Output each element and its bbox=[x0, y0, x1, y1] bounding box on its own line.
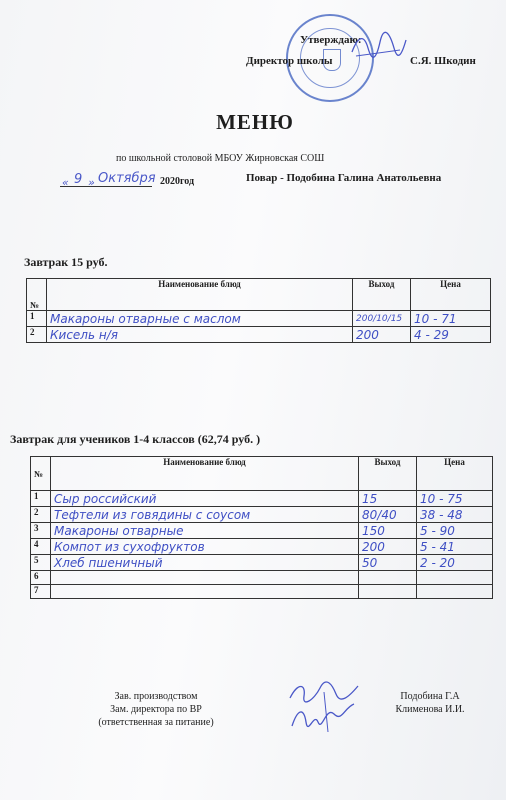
dish-output bbox=[359, 585, 417, 599]
approve-label: Утверждаю: bbox=[300, 34, 362, 46]
date-month: Октября bbox=[98, 171, 156, 186]
dish-price: 4 - 29 bbox=[411, 327, 491, 343]
footer-right-names bbox=[380, 690, 480, 716]
col-number: № bbox=[27, 279, 47, 311]
col-dish-name: Наименование блюд bbox=[51, 457, 359, 491]
table-row bbox=[31, 555, 493, 571]
table-header-row bbox=[31, 457, 493, 491]
dish-output: 50 bbox=[359, 555, 417, 571]
director-label: Директор школы bbox=[246, 55, 333, 67]
dish-output: 15 bbox=[359, 491, 417, 507]
row-number: 2 bbox=[27, 327, 47, 343]
footer-role-production: Зав. производством bbox=[114, 691, 198, 702]
table-row bbox=[31, 585, 493, 599]
dish-price bbox=[417, 571, 493, 585]
breakfast2-heading: Завтрак для учеников 1-4 классов (62,74 руб. ) bbox=[10, 432, 261, 446]
dish-price bbox=[417, 585, 493, 599]
dish-output: 200/10/15 bbox=[353, 311, 411, 327]
row-number: 3 bbox=[31, 523, 51, 539]
dish-price: 5 - 90 bbox=[417, 523, 493, 539]
row-number: 1 bbox=[27, 311, 47, 327]
date-quote-close: » bbox=[88, 176, 95, 189]
breakfast1-table bbox=[26, 278, 491, 343]
breakfast2-table bbox=[30, 456, 493, 599]
row-number: 5 bbox=[31, 555, 51, 571]
row-number: 6 bbox=[31, 571, 51, 585]
dish-output: 200 bbox=[359, 539, 417, 555]
col-price: Цена bbox=[411, 279, 491, 311]
date-underline bbox=[60, 186, 152, 187]
dish-output bbox=[359, 571, 417, 585]
table-row bbox=[31, 571, 493, 585]
table-row bbox=[31, 539, 493, 555]
dish-price: 5 - 41 bbox=[417, 539, 493, 555]
dish-output: 80/40 bbox=[359, 507, 417, 523]
table-row bbox=[31, 523, 493, 539]
row-number: 1 bbox=[31, 491, 51, 507]
dish-output: 150 bbox=[359, 523, 417, 539]
director-name: С.Я. Шкодин bbox=[410, 55, 476, 67]
footer-name-cook: Подобина Г.А bbox=[400, 691, 460, 702]
table-row bbox=[27, 327, 491, 343]
footer-role-responsible: (ответственная за питание) bbox=[98, 717, 214, 728]
cook-name: Повар - Подобина Галина Анатольевна bbox=[246, 172, 442, 184]
date-year: 2020год bbox=[160, 176, 195, 187]
col-output: Выход bbox=[353, 279, 411, 311]
page-title: МЕНЮ bbox=[216, 110, 294, 134]
row-number: 4 bbox=[31, 539, 51, 555]
dish-price: 10 - 75 bbox=[417, 491, 493, 507]
dish-output: 200 bbox=[353, 327, 411, 343]
dish-name bbox=[51, 585, 359, 599]
dish-name: Сыр российский bbox=[51, 491, 359, 507]
footer-name-deputy: Клименова И.И. bbox=[395, 704, 465, 715]
dish-price: 2 - 20 bbox=[417, 555, 493, 571]
dish-price: 10 - 71 bbox=[411, 311, 491, 327]
dish-name: Кисель н/я bbox=[47, 327, 353, 343]
director-signature bbox=[348, 30, 408, 64]
dish-name: Макароны отварные bbox=[51, 523, 359, 539]
page-subtitle: по школьной столовой МБОУ Жирновская СОШ bbox=[116, 153, 325, 164]
col-number: № bbox=[31, 457, 51, 491]
table-header-row bbox=[27, 279, 491, 311]
date-day: 9 bbox=[74, 172, 83, 187]
footer-role-deputy: Зам. директора по ВР bbox=[110, 704, 202, 715]
table-row bbox=[31, 507, 493, 523]
col-output: Выход bbox=[359, 457, 417, 491]
dish-name: Компот из сухофруктов bbox=[51, 539, 359, 555]
dish-name: Макароны отварные с маслом bbox=[47, 311, 353, 327]
table-row bbox=[27, 311, 491, 327]
row-number: 2 bbox=[31, 507, 51, 523]
row-number: 7 bbox=[31, 585, 51, 599]
dish-name: Тефтели из говядины с соусом bbox=[51, 507, 359, 523]
dish-price: 38 - 48 bbox=[417, 507, 493, 523]
footer-left-titles bbox=[86, 690, 226, 729]
breakfast1-heading: Завтрак 15 руб. bbox=[24, 255, 108, 269]
footer-signatures bbox=[284, 678, 364, 734]
dish-name: Хлеб пшеничный bbox=[51, 555, 359, 571]
col-dish-name: Наименование блюд bbox=[47, 279, 353, 311]
col-price: Цена bbox=[417, 457, 493, 491]
dish-name bbox=[51, 571, 359, 585]
table-row bbox=[31, 491, 493, 507]
date-quote-open: « bbox=[62, 176, 69, 189]
